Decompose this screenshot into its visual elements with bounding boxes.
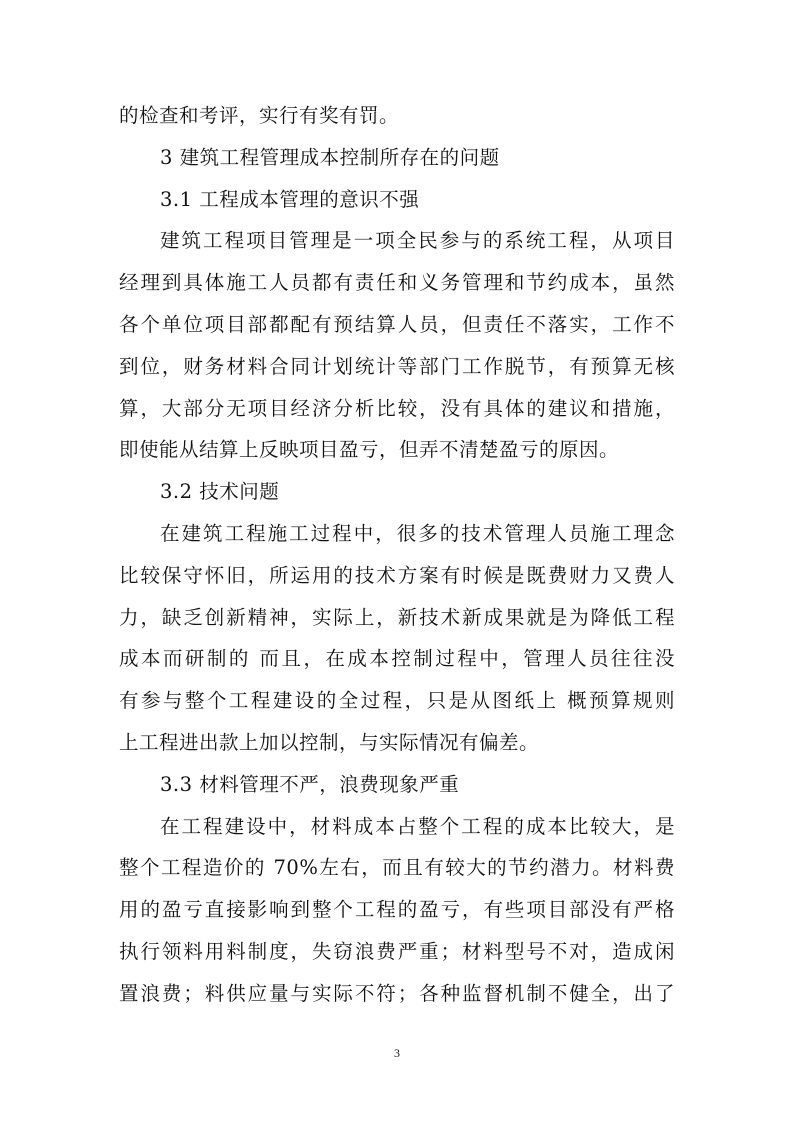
document-body xyxy=(119,95,675,1015)
paragraph-line: 执行领料用料制度，失窃浪费严重；材料型号不对，造成闲 xyxy=(119,939,675,963)
paragraph-line: 整个工程造价的 70%左右，而且有较大的节约潜力。材料费 xyxy=(119,856,675,880)
paragraph-line: 各个单位项目部都配有预结算人员，但责任不落实，工作不 xyxy=(119,312,675,336)
paragraph-line: 算，大部分无项目经济分析比较，没有具体的建议和措施， xyxy=(119,396,675,420)
paragraph-line: 力，缺乏创新精神，实际上，新技术新成果就是为降低工程 xyxy=(119,605,675,629)
paragraph-line: 即使能从结算上反映项目盈亏，但弄不清楚盈亏的原因。 xyxy=(119,438,620,462)
paragraph-3-3 xyxy=(119,806,675,1015)
paragraph-line: 置浪费；料供应量与实际不符；各种监督机制不健全，出了 xyxy=(119,981,675,1005)
subsection-heading-3-1: 3.1 工程成本管理的意识不强 xyxy=(160,187,420,211)
page-number: 3 xyxy=(394,1046,400,1060)
paragraph-line: 有参与整个工程建设的全过程，只是从图纸上 概预算规则 xyxy=(119,689,675,713)
section-heading-3: 3 建筑工程管理成本控制所存在的问题 xyxy=(160,145,500,169)
paragraph-line: 比较保守怀旧，所运用的技术方案有时候是既费财力又费人 xyxy=(119,563,675,587)
paragraph-line: 在工程建设中，材料成本占整个工程的成本比较大，是 xyxy=(160,814,675,838)
subsection-heading-3-3: 3.3 材料管理不严，浪费现象严重 xyxy=(160,772,460,796)
continuation-line: 的检查和考评，实行有奖有罚。 xyxy=(119,104,400,127)
paragraph-line: 用的盈亏直接影响到整个工程的盈亏，有些项目部没有严格 xyxy=(119,898,675,922)
subsection-heading-3-2: 3.2 技术问题 xyxy=(160,480,280,504)
paragraph-line: 经理到具体施工人员都有责任和义务管理和节约成本，虽然 xyxy=(119,271,675,295)
paragraph-3-2 xyxy=(119,513,675,764)
paragraph-line: 到位，财务材料合同计划统计等部门工作脱节，有预算无核 xyxy=(119,354,675,378)
paragraph-line: 建筑工程项目管理是一项全民参与的系统工程，从项目 xyxy=(160,229,675,253)
paragraph-3-1 xyxy=(119,220,675,471)
paragraph-line: 成本而研制的 而且，在成本控制过程中，管理人员往往没 xyxy=(119,647,675,671)
paragraph-line: 在建筑工程施工过程中，很多的技术管理人员施工理念 xyxy=(160,521,675,545)
paragraph-line: 上工程进出款上加以控制，与实际情况有偏差。 xyxy=(119,730,540,754)
